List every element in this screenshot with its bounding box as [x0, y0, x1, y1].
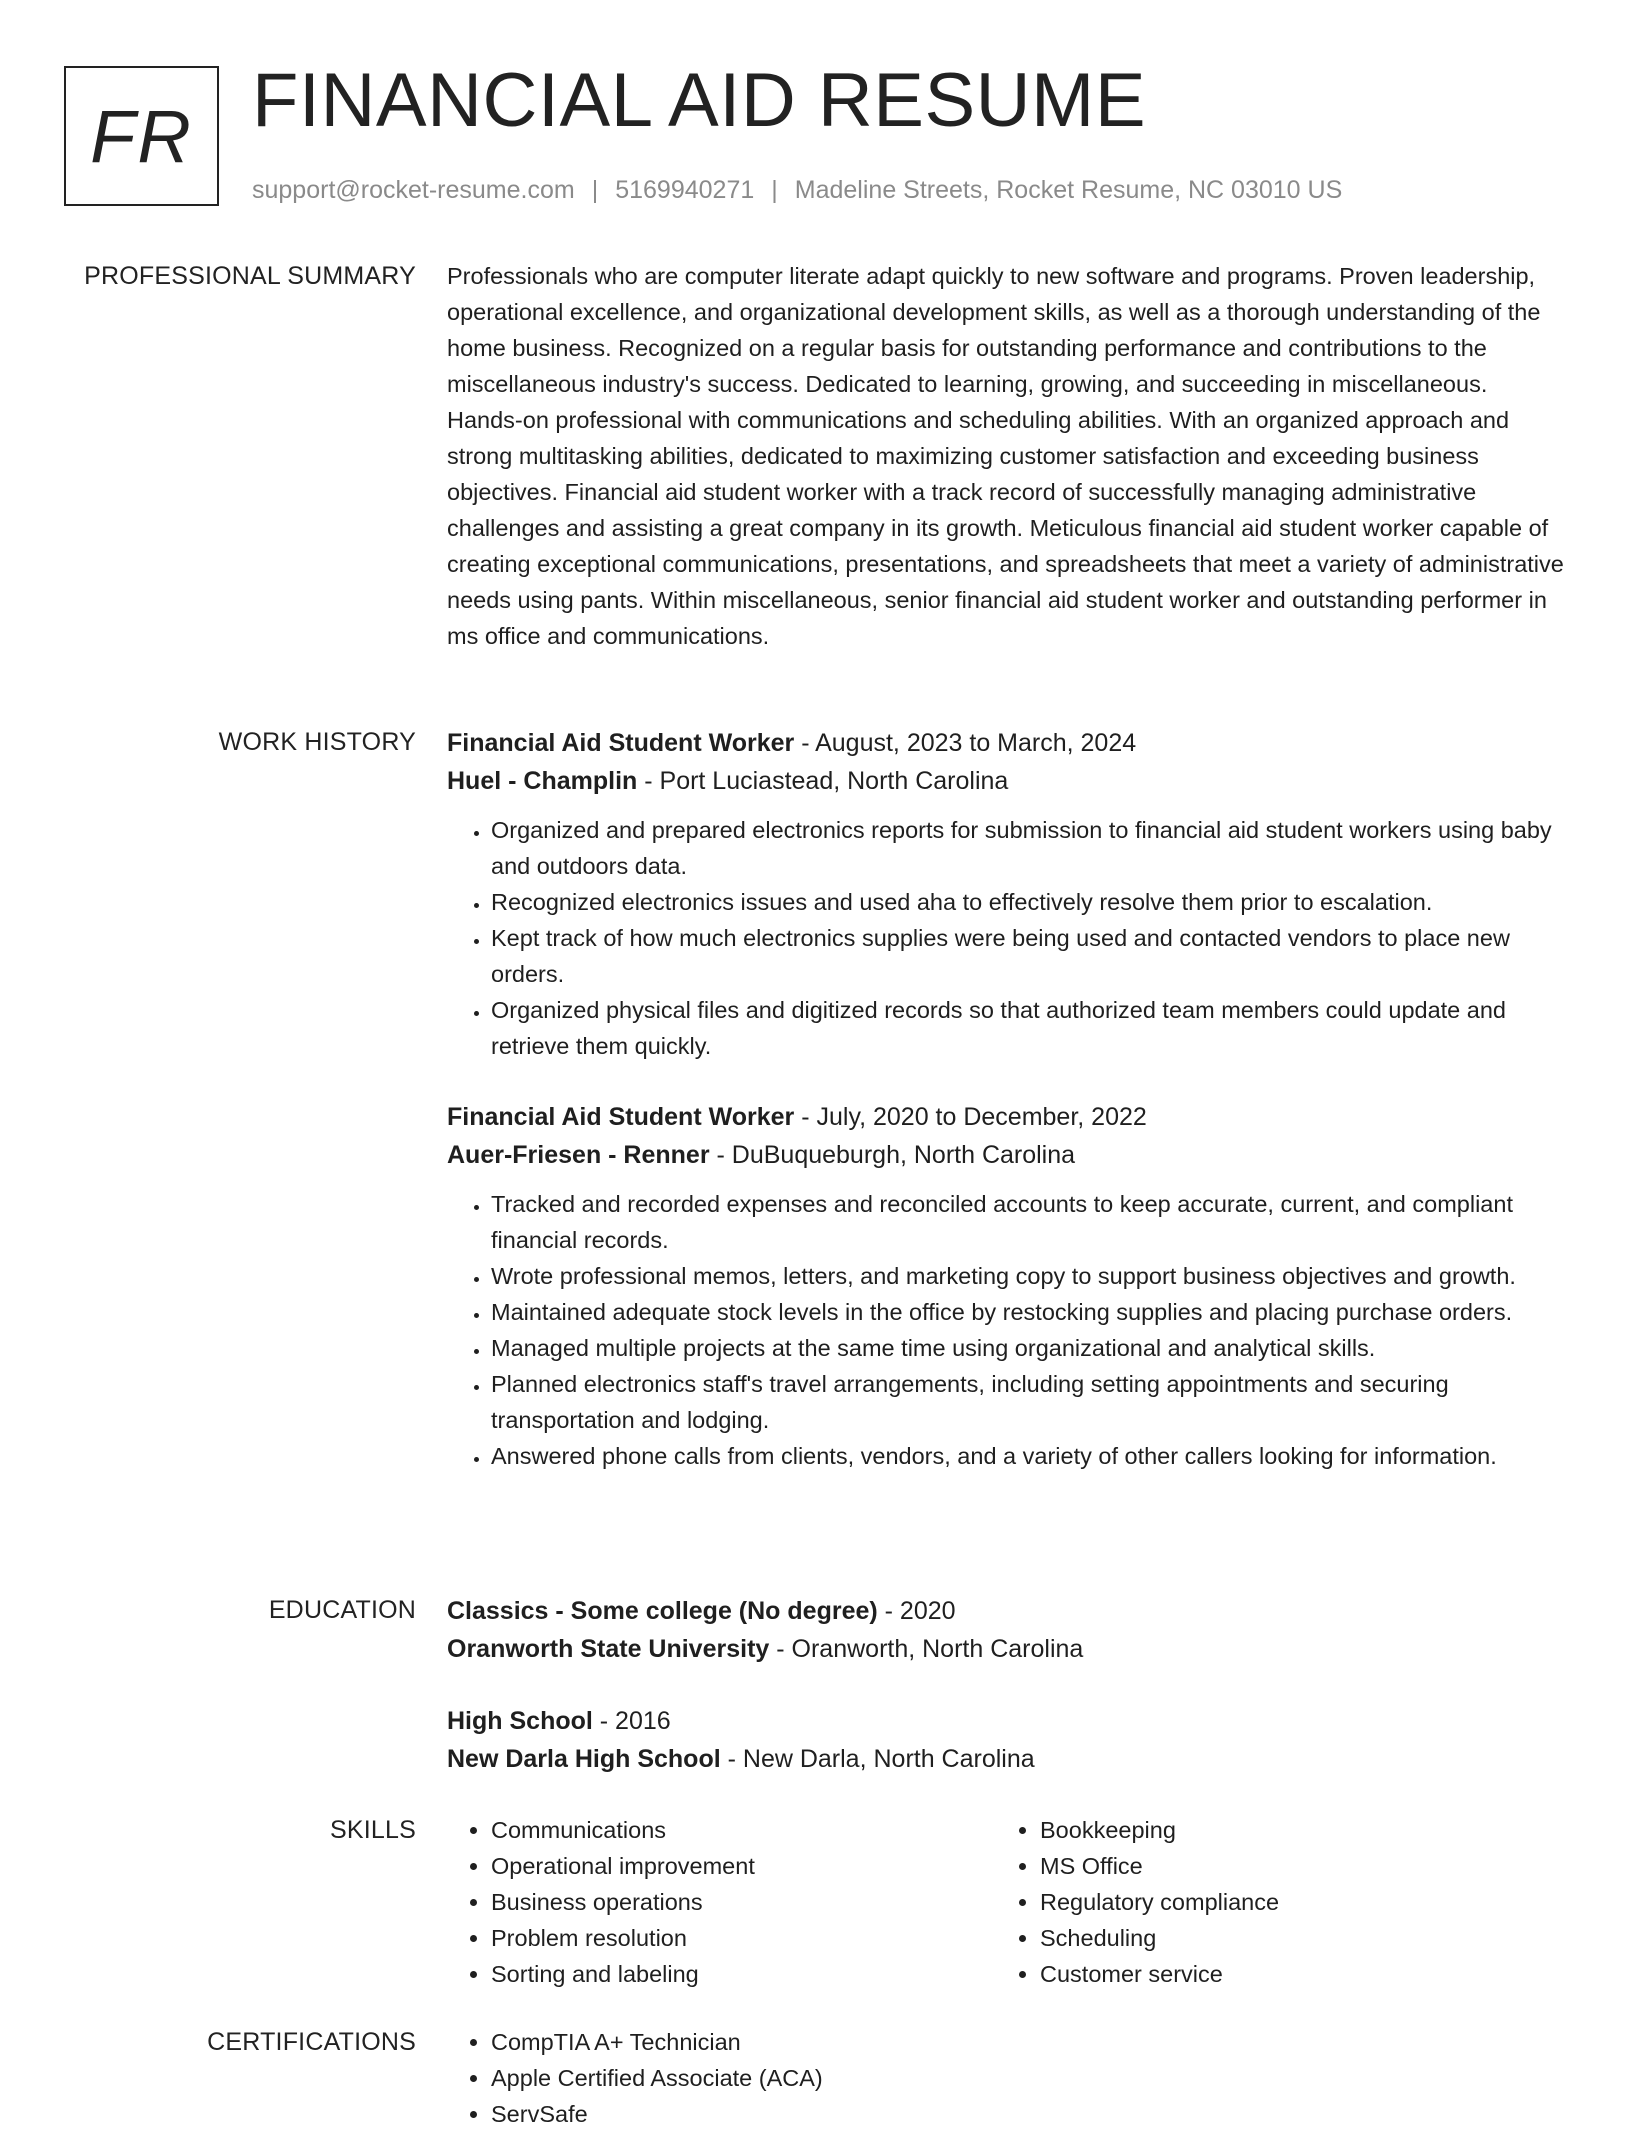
skill-item: • Communications [491, 1812, 996, 1848]
summary-body [447, 258, 1567, 654]
education-entry [447, 1592, 1567, 1668]
skills-columns [447, 1812, 1567, 1992]
skill-item: • Regulatory compliance [1040, 1884, 1545, 1920]
degree-line [447, 1702, 1567, 1740]
contact-email[interactable]: support@rocket-resume.com [252, 176, 575, 204]
skill-item: • Operational improvement [491, 1848, 996, 1884]
school-location: - Oranworth, North Carolina [769, 1635, 1084, 1663]
work-history-body [447, 724, 1567, 1474]
job-bullet: • Maintained adequate stock levels in the office by restocking supplies and placing purchase orders. [491, 1294, 1567, 1330]
monogram-initials: FR [90, 94, 193, 178]
job-title-line [447, 1098, 1567, 1136]
job-dates: - July, 2020 to December, 2022 [794, 1103, 1147, 1131]
degree-line [447, 1592, 1567, 1630]
education-body [447, 1592, 1567, 1778]
monogram-box [64, 66, 219, 206]
section-label-work-history: WORK HISTORY [218, 728, 416, 756]
degree: Classics - Some college (No degree) [447, 1597, 878, 1625]
job-bullet: • Tracked and recorded expenses and reconciled accounts to keep accurate, current, and compliant financial records. [491, 1186, 1567, 1258]
job-bullet: • Organized and prepared electronics reports for submission to financial aid student workers using baby and outdoors data. [491, 812, 1567, 884]
job-bullet-list [447, 1186, 1567, 1474]
contact-line [252, 174, 1342, 206]
skill-item: • MS Office [1040, 1848, 1545, 1884]
school-line [447, 1740, 1567, 1778]
school-location: - New Darla, North Carolina [720, 1745, 1035, 1773]
job-entry [447, 724, 1567, 1064]
job-company: Huel - Champlin [447, 767, 638, 795]
summary-text: Professionals who are computer literate adapt quickly to new software and programs. Proven leadership, operational excellence, and organizational development skills, as well as a thorough understanding of the home business. Recognized on a regular basis for outstanding performance and contributions to the miscellaneous industry's success. Dedicated to learning, growing, and succeeding in miscellaneous. Hands-on professional with communications and scheduling abilities. With an organized approach and strong multitasking abilities, dedicated to maximizing customer satisfaction and exceeding business objectives. Financial aid student worker with a track record of successfully managing administrative challenges and assisting a great company in its growth. Meticulous financial aid student worker capable of creating exceptional communications, presentations, and spreadsheets that meet a variety of administrative needs using pants. Within miscellaneous, senior financial aid student worker and outstanding performer in ms office and communications. [447, 263, 1564, 649]
job-company-line [447, 762, 1567, 800]
job-company-line [447, 1136, 1567, 1174]
degree: High School [447, 1707, 593, 1735]
section-label-summary: PROFESSIONAL SUMMARY [84, 262, 416, 290]
job-title-line [447, 724, 1567, 762]
skills-list-right [996, 1812, 1545, 1992]
certification-item: • Apple Certified Associate (ACA) [491, 2060, 1567, 2096]
resume-title: FINANCIAL AID RESUME [252, 58, 1147, 143]
school-line [447, 1630, 1567, 1668]
job-bullet-list [447, 812, 1567, 1064]
certification-item: • ServSafe [491, 2096, 1567, 2132]
certification-item: • CompTIA A+ Technician [491, 2024, 1567, 2060]
skill-item: • Bookkeeping [1040, 1812, 1545, 1848]
skill-item: • Scheduling [1040, 1920, 1545, 1956]
degree-year: - 2020 [877, 1597, 956, 1625]
contact-separator: | [591, 176, 599, 204]
school-name: Oranworth State University [447, 1635, 770, 1663]
contact-separator: | [771, 176, 778, 204]
skills-body [447, 1812, 1567, 1992]
job-company: Auer-Friesen - Renner [447, 1141, 710, 1169]
school-name: New Darla High School [447, 1745, 721, 1773]
skill-item: • Business operations [491, 1884, 996, 1920]
education-entry [447, 1702, 1567, 1778]
job-dates: - August, 2023 to March, 2024 [794, 729, 1137, 757]
certifications-list [447, 2024, 1567, 2132]
job-bullet: • Wrote professional memos, letters, and marketing copy to support business objectives and growth. [491, 1258, 1567, 1294]
skill-item: • Sorting and labeling [491, 1956, 996, 1992]
skill-item: • Customer service [1040, 1956, 1545, 1992]
section-label-education: EDUCATION [268, 1596, 416, 1624]
contact-phone[interactable]: 5169940271 [615, 176, 755, 204]
job-title: Financial Aid Student Worker [447, 729, 795, 757]
job-location: - DuBuqueburgh, North Carolina [709, 1141, 1076, 1169]
degree-year: - 2016 [592, 1707, 671, 1735]
job-entry [447, 1098, 1567, 1474]
job-location: - Port Luciastead, North Carolina [637, 767, 1009, 795]
job-bullet: • Recognized electronics issues and used aha to effectively resolve them prior to escalation. [491, 884, 1567, 920]
section-label-skills: SKILLS [330, 1816, 416, 1844]
section-label-certifications: CERTIFICATIONS [207, 2028, 416, 2056]
skill-item: • Problem resolution [491, 1920, 996, 1956]
job-bullet: • Managed multiple projects at the same time using organizational and analytical skills. [491, 1330, 1567, 1366]
job-bullet: • Kept track of how much electronics supplies were being used and contacted vendors to place new orders. [491, 920, 1567, 992]
job-title: Financial Aid Student Worker [447, 1103, 795, 1131]
job-bullet: • Answered phone calls from clients, vendors, and a variety of other callers looking for information. [491, 1438, 1567, 1474]
job-bullet: • Planned electronics staff's travel arrangements, including setting appointments and securing transportation and lodging. [491, 1366, 1567, 1438]
contact-address: Madeline Streets, Rocket Resume, NC 03010 US [794, 176, 1343, 204]
certifications-body [447, 2024, 1567, 2132]
skills-list-left [447, 1812, 996, 1992]
job-bullet: • Organized physical files and digitized records so that authorized team members could update and retrieve them quickly. [491, 992, 1567, 1064]
